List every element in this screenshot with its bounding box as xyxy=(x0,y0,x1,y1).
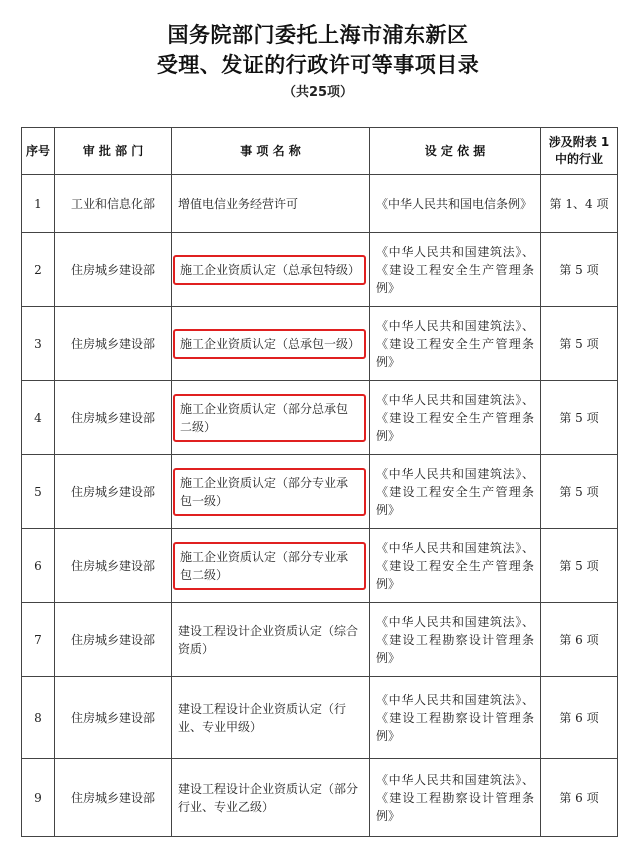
row-no: 1 xyxy=(22,175,55,233)
row-item xyxy=(172,233,370,307)
row-extra: 第 5 项 xyxy=(541,307,618,381)
row-no: 3 xyxy=(22,307,55,381)
row-item xyxy=(172,455,370,529)
row-extra: 第 6 项 xyxy=(541,759,618,837)
header-dept: 审 批 部 门 xyxy=(55,128,172,175)
table-row xyxy=(22,677,618,759)
row-item xyxy=(172,603,370,677)
table-row xyxy=(22,307,618,381)
row-no: 4 xyxy=(22,381,55,455)
row-no: 8 xyxy=(22,677,55,759)
row-item xyxy=(172,175,370,233)
highlight-box: 施工企业资质认定（总承包特级） xyxy=(173,255,366,285)
row-basis: 《中华人民共和国建筑法》、《建设工程安全生产管理条例》 xyxy=(370,307,541,381)
highlight-box: 施工企业资质认定（部分专业承包二级） xyxy=(173,542,366,590)
row-basis: 《中华人民共和国建筑法》、《建设工程勘察设计管理条例》 xyxy=(370,677,541,759)
row-no: 9 xyxy=(22,759,55,837)
item-text: 建设工程设计企业资质认定（部分行业、专业乙级） xyxy=(178,781,359,814)
highlight-box: 施工企业资质认定（总承包一级） xyxy=(173,329,366,359)
table-row xyxy=(22,175,618,233)
highlight-box: 施工企业资质认定（部分总承包二级） xyxy=(173,394,366,442)
row-dept: 住房城乡建设部 xyxy=(55,233,172,307)
table-row xyxy=(22,529,618,603)
document-title-line-2: 受理、发证的行政许可等事项目录 xyxy=(156,53,480,77)
row-item xyxy=(172,381,370,455)
header-basis: 设 定 依 据 xyxy=(370,128,541,175)
row-extra: 第 5 项 xyxy=(541,233,618,307)
row-no: 6 xyxy=(22,529,55,603)
row-basis: 《中华人民共和国建筑法》、《建设工程勘察设计管理条例》 xyxy=(370,759,541,837)
table-body xyxy=(22,175,618,837)
document-subtitle: （共25项） xyxy=(282,85,354,100)
row-item xyxy=(172,677,370,759)
row-basis: 《中华人民共和国建筑法》、《建设工程勘察设计管理条例》 xyxy=(370,603,541,677)
row-no: 2 xyxy=(22,233,55,307)
header-extra: 涉及附表 1 中的行业 xyxy=(541,128,618,175)
document-header xyxy=(0,20,636,104)
row-dept: 住房城乡建设部 xyxy=(55,677,172,759)
row-dept: 住房城乡建设部 xyxy=(55,603,172,677)
row-dept: 住房城乡建设部 xyxy=(55,307,172,381)
row-basis: 《中华人民共和国建筑法》、《建设工程安全生产管理条例》 xyxy=(370,529,541,603)
document-title-line-1: 国务院部门委托上海市浦东新区 xyxy=(167,23,469,47)
row-extra: 第 6 项 xyxy=(541,603,618,677)
row-dept: 住房城乡建设部 xyxy=(55,759,172,837)
table-row xyxy=(22,381,618,455)
highlight-box: 施工企业资质认定（部分专业承包一级） xyxy=(173,468,366,516)
header-no: 序号 xyxy=(22,128,55,175)
row-dept: 住房城乡建设部 xyxy=(55,455,172,529)
row-extra: 第 6 项 xyxy=(541,677,618,759)
row-item xyxy=(172,759,370,837)
item-text: 增值电信业务经营许可 xyxy=(178,196,299,211)
row-dept: 住房城乡建设部 xyxy=(55,529,172,603)
item-text: 建设工程设计企业资质认定（综合资质） xyxy=(178,623,359,656)
row-basis: 《中华人民共和国建筑法》、《建设工程安全生产管理条例》 xyxy=(370,381,541,455)
table-row xyxy=(22,233,618,307)
row-no: 5 xyxy=(22,455,55,529)
row-basis: 《中华人民共和国电信条例》 xyxy=(370,175,541,233)
row-item xyxy=(172,529,370,603)
row-extra: 第 5 项 xyxy=(541,455,618,529)
table-header-row xyxy=(22,128,618,175)
row-dept: 住房城乡建设部 xyxy=(55,381,172,455)
table-row xyxy=(22,603,618,677)
row-no: 7 xyxy=(22,603,55,677)
row-extra: 第 1、4 项 xyxy=(541,175,618,233)
items-table xyxy=(21,127,618,837)
row-basis: 《中华人民共和国建筑法》、《建设工程安全生产管理条例》 xyxy=(370,233,541,307)
row-extra: 第 5 项 xyxy=(541,529,618,603)
row-item xyxy=(172,307,370,381)
item-text: 建设工程设计企业资质认定（行业、专业甲级） xyxy=(178,701,347,734)
header-item: 事 项 名 称 xyxy=(172,128,370,175)
row-dept: 工业和信息化部 xyxy=(55,175,172,233)
table-row xyxy=(22,759,618,837)
row-basis: 《中华人民共和国建筑法》、《建设工程安全生产管理条例》 xyxy=(370,455,541,529)
row-extra: 第 5 项 xyxy=(541,381,618,455)
table-header xyxy=(22,128,618,175)
table-row xyxy=(22,455,618,529)
